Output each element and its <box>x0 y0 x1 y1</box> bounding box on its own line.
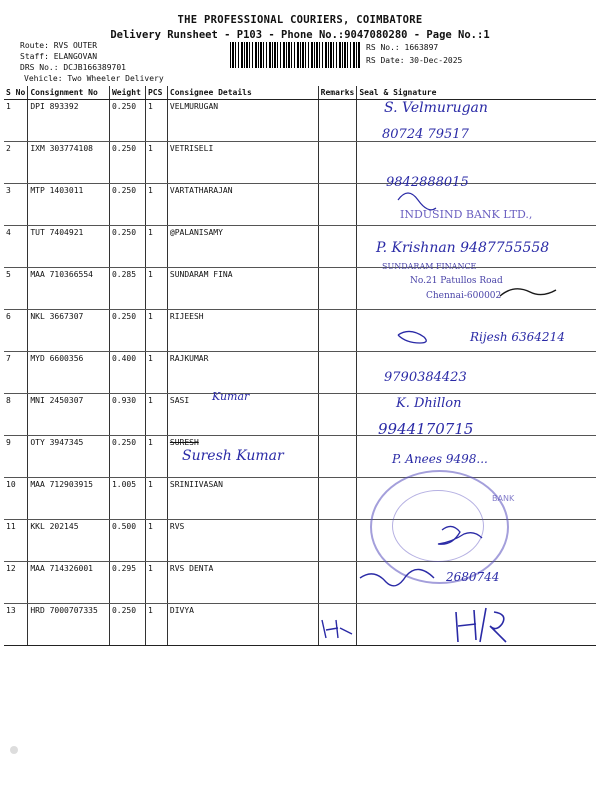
cell-sno: 7 <box>4 352 28 394</box>
phone-velmurugan: 80724 79517 <box>382 127 469 142</box>
cell-sno: 3 <box>4 184 28 226</box>
route-info: Route: RVS OUTER <box>20 41 98 50</box>
cell-consignee: RVS DENTA <box>167 562 318 604</box>
phone-rvs-denta: 2680744 <box>446 570 500 584</box>
cell-weight: 0.250 <box>109 604 145 646</box>
scan-mark <box>10 746 18 754</box>
cell-consignment: KKL 202145 <box>28 520 110 562</box>
stamp-sundaram-address: No.21 Patullos Road <box>410 276 503 286</box>
cell-consignee: VARTATHARAJAN <box>167 184 318 226</box>
signature-velmurugan: S. Velmurugan <box>384 100 488 116</box>
cell-weight: 0.250 <box>109 100 145 142</box>
col-signature: Seal & Signature <box>357 86 596 100</box>
cell-pcs: 1 <box>145 394 167 436</box>
cell-consignee: RAJKUMAR <box>167 352 318 394</box>
cell-pcs: 1 <box>145 100 167 142</box>
col-sno: S No <box>4 86 28 100</box>
col-remarks: Remarks <box>318 86 357 100</box>
drs-info: DRS No.: DCJB166389701 <box>20 63 126 72</box>
cell-consignee: SASI <box>167 394 318 436</box>
cell-consignment: MNI 2450307 <box>28 394 110 436</box>
cell-consignment: MAA 710366554 <box>28 268 110 310</box>
cell-sno: 10 <box>4 478 28 520</box>
cell-consignment: OTY 3947345 <box>28 436 110 478</box>
handwritten-hr-left <box>318 616 351 636</box>
rs-date: RS Date: 30-Dec-2025 <box>366 56 463 65</box>
cell-weight: 0.250 <box>109 226 145 268</box>
col-consignment-no: Consignment No <box>28 86 110 100</box>
cell-weight: 0.930 <box>109 394 145 436</box>
signature-dhillon: K. Dhillon <box>396 396 462 411</box>
cell-pcs: 1 <box>145 310 167 352</box>
page-title: THE PROFESSIONAL COURIERS, COIMBATORE <box>177 14 423 26</box>
staff-info: Staff: ELANGOVAN <box>20 52 98 61</box>
handwritten-kumar: Kumar <box>212 390 250 403</box>
cell-sno: 6 <box>4 310 28 352</box>
cell-pcs: 1 <box>145 184 167 226</box>
signature-anees: P. Anees 9498... <box>392 452 488 466</box>
cell-consignment: MTP 1403011 <box>28 184 110 226</box>
cell-sno: 2 <box>4 142 28 184</box>
cell-pcs: 1 <box>145 352 167 394</box>
stamp-sundaram-city: Chennai-600002 <box>426 291 502 301</box>
col-pcs: PCS <box>145 86 167 100</box>
cell-consignment: MYD 6600356 <box>28 352 110 394</box>
handwritten-hr-right <box>452 608 503 638</box>
cell-pcs: 1 <box>145 436 167 478</box>
cell-sno: 4 <box>4 226 28 268</box>
cell-pcs: 1 <box>145 604 167 646</box>
cell-weight: 0.400 <box>109 352 145 394</box>
phone-vetriseli: 9842888015 <box>386 175 469 190</box>
cell-consignment: NKL 3667307 <box>28 310 110 352</box>
cell-sno: 1 <box>4 100 28 142</box>
seal-text: BANK <box>492 494 515 503</box>
cell-consignee: SRINIIVASAN <box>167 478 318 520</box>
cell-consignment: MAA 714326001 <box>28 562 110 604</box>
cell-pcs: 1 <box>145 478 167 520</box>
runsheet-subtitle: Delivery Runsheet - P103 - Phone No.:9047080280 - Page No.:1 <box>110 29 490 41</box>
cell-sno: 12 <box>4 562 28 604</box>
stamp-sundaram-name: SUNDARAM FINANCE <box>382 262 477 271</box>
cell-pcs: 1 <box>145 520 167 562</box>
cell-weight: 0.500 <box>109 520 145 562</box>
cell-weight: 0.285 <box>109 268 145 310</box>
cell-consignee: @PALANISAMY <box>167 226 318 268</box>
cell-consignee: RVS <box>167 520 318 562</box>
cell-consignment: MAA 712903915 <box>28 478 110 520</box>
cell-consignee: SURESH <box>167 436 318 478</box>
phone-rijeesh: Rijesh 6364214 <box>470 330 565 344</box>
cell-weight: 0.295 <box>109 562 145 604</box>
cell-weight: 0.250 <box>109 184 145 226</box>
cell-consignee: RIJEESH <box>167 310 318 352</box>
cell-pcs: 1 <box>145 268 167 310</box>
cell-weight: 0.250 <box>109 436 145 478</box>
col-weight: Weight <box>109 86 145 100</box>
cell-consignee: VELMURUGAN <box>167 100 318 142</box>
cell-weight: 0.250 <box>109 142 145 184</box>
cell-consignment: IXM 303774108 <box>28 142 110 184</box>
cell-weight: 1.005 <box>109 478 145 520</box>
phone-sasi: 9944170715 <box>378 420 474 438</box>
cell-pcs: 1 <box>145 142 167 184</box>
phone-rajkumar: 9790384423 <box>384 370 467 385</box>
cell-consignee: DIVYA <box>167 604 318 646</box>
cell-pcs: 1 <box>145 226 167 268</box>
cell-sno: 11 <box>4 520 28 562</box>
cell-sno: 8 <box>4 394 28 436</box>
cell-sno: 5 <box>4 268 28 310</box>
cell-pcs: 1 <box>145 562 167 604</box>
cell-consignment: TUT 7404921 <box>28 226 110 268</box>
handwritten-suresh-kumar: Suresh Kumar <box>182 448 284 464</box>
cell-consignment: HRD 7000707335 <box>28 604 110 646</box>
vehicle-info: Vehicle: Two Wheeler Delivery <box>24 74 164 83</box>
cell-sno: 13 <box>4 604 28 646</box>
cell-consignee: VETRISELI <box>167 142 318 184</box>
signature-krishnan: P. Krishnan 9487755558 <box>376 240 550 256</box>
cell-weight: 0.250 <box>109 310 145 352</box>
rs-number: RS No.: 1663897 <box>366 43 439 52</box>
stamp-indusind: INDUSIND BANK LTD., <box>400 208 533 221</box>
cell-consignee: SUNDARAM FINA <box>167 268 318 310</box>
cell-sno: 9 <box>4 436 28 478</box>
col-consignee: Consignee Details <box>167 86 318 100</box>
cell-consignment: DPI 893392 <box>28 100 110 142</box>
